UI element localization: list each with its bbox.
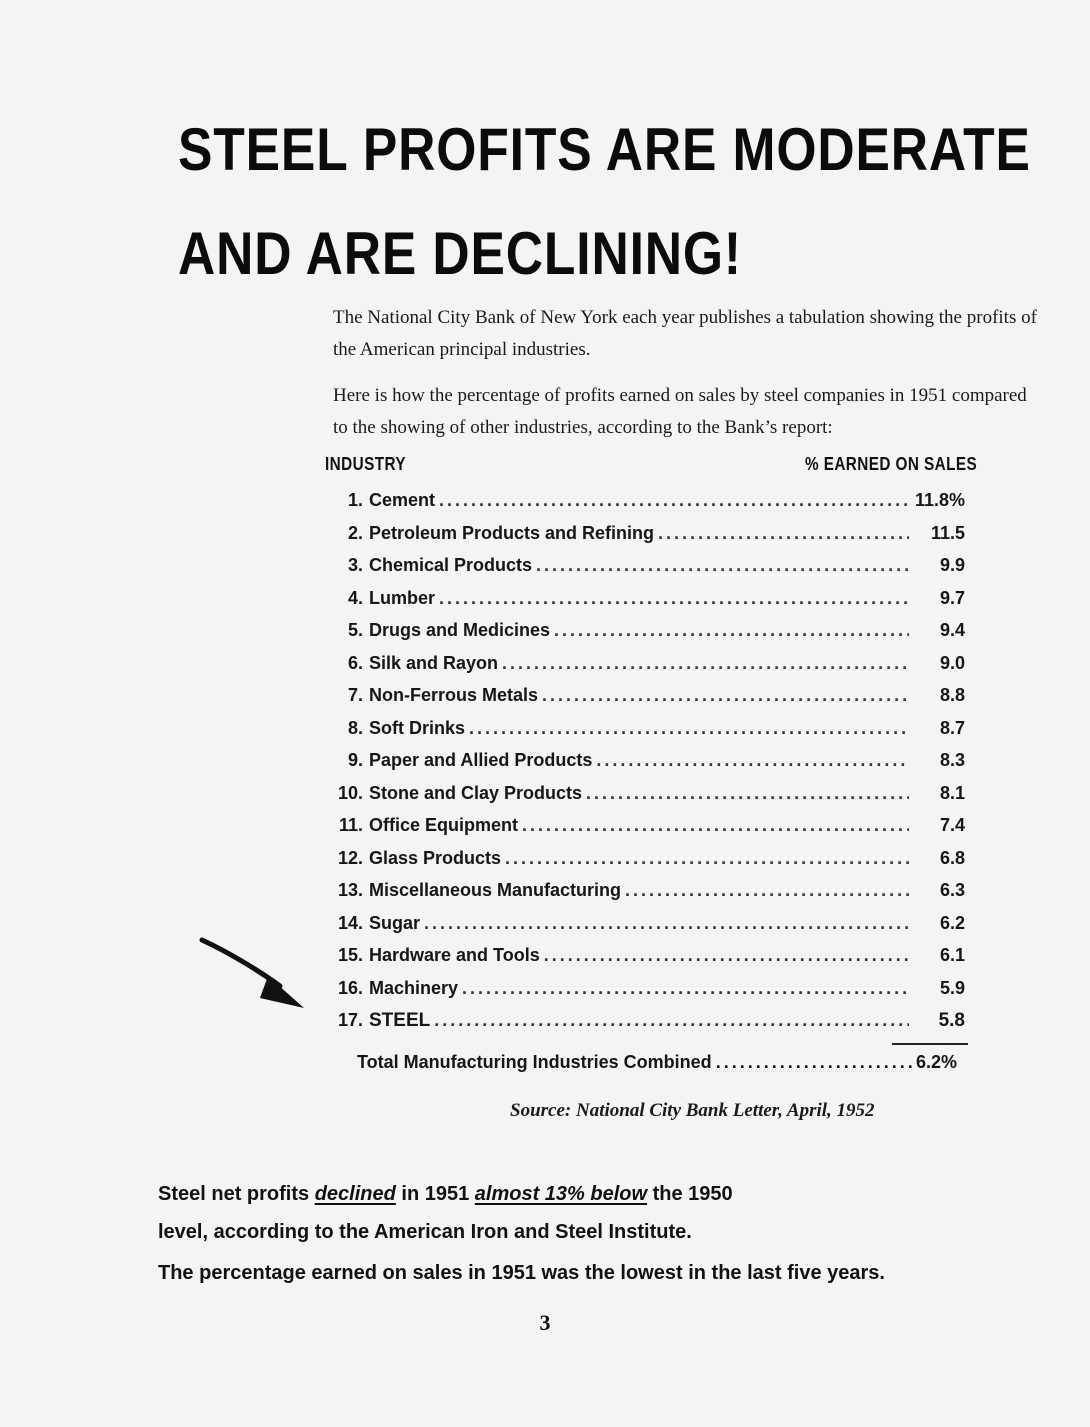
headline-line-1: STEEL PROFITS ARE MODERATE [178,116,1031,183]
dot-leader [424,907,909,939]
dot-leader [625,874,909,906]
row-number: 15. [337,945,363,965]
table-row [325,842,965,874]
table-row [325,939,965,971]
row-number: 3. [347,555,363,575]
dot-leader [554,614,909,646]
percent-value: 8.1 [939,782,965,803]
row-number: 5. [347,620,363,640]
dot-leader [469,712,909,744]
row-number: 8. [347,717,363,738]
dot-leader [586,777,909,809]
percent-value: 6.2 [939,912,965,933]
row-number: 2. [347,522,363,543]
underlined-almost-13-below: almost 13% below [474,1183,648,1205]
row-number: 12. [337,847,363,868]
industry-name: Cement [369,490,436,510]
dot-leader [658,517,909,549]
total-row [357,1046,957,1078]
industry-name: Lumber [369,587,436,608]
dot-leader [434,1004,909,1036]
dot-leader [536,549,909,581]
table-row [325,614,965,646]
industry-name: Soft Drinks [369,717,466,738]
row-number: 9. [347,750,363,770]
percent-value: 8.8 [939,685,965,705]
headline [178,98,1031,306]
percent-value: 5.9 [939,977,965,998]
table-row [325,744,965,776]
column-header-industry: INDUSTRY [325,454,407,474]
table-row [325,874,965,906]
headline-line-2: AND ARE DECLINING! [178,220,742,287]
row-number: 6. [347,652,363,673]
percent-value: 9.9 [939,555,965,575]
table-row [325,712,965,744]
industry-name: STEEL [369,1010,431,1031]
intro-paragraph-1: The National City Bank of New York each year publishes a tabulation showing the profits of the American principal industries. [333,307,1037,360]
percent-value: 11.8% [914,490,965,510]
dot-leader [522,809,909,841]
industry-name: Paper and Allied Products [369,750,593,770]
table-row [325,777,965,809]
underlined-declined: declined [314,1183,396,1205]
industry-name: Chemical Products [369,555,533,575]
total-value: 6.2% [915,1052,957,1072]
footer-line-3: The percentage earned on sales in 1951 was the lowest in the last five years. [158,1262,885,1284]
dot-leader [502,647,909,679]
footer-text: Steel net profits [158,1183,315,1205]
percent-value: 9.7 [939,587,965,608]
arrow-head [260,976,304,1008]
footer-text: the 1950 [647,1183,733,1205]
dot-leader [596,744,909,776]
row-number: 1. [347,490,363,510]
percent-value: 8.7 [939,717,965,738]
table-row [325,582,965,614]
percent-value: 7.4 [939,815,965,835]
dot-leader [439,484,909,516]
source-citation: Source: National City Bank Letter, April, 1952 [510,1100,875,1121]
percent-value: 9.0 [939,652,965,673]
row-number: 14. [337,912,363,933]
dot-leader [716,1046,912,1078]
table-row [325,907,965,939]
industry-name: Petroleum Products and Refining [369,522,655,543]
percent-value: 11.5 [930,522,965,543]
industry-name: Sugar [369,912,421,933]
dot-leader [462,972,909,1004]
industry-name: Miscellaneous Manufacturing [369,880,622,900]
percent-value: 6.3 [939,880,965,900]
industry-name: Hardware and Tools [369,945,540,965]
table-row [325,809,965,841]
table-row [325,549,965,581]
industry-name: Silk and Rayon [369,652,499,673]
industry-name: Machinery [369,977,459,998]
footer-line-2: level, according to the American Iron and Steel Institute. [158,1221,692,1243]
percent-value: 9.4 [939,620,965,640]
percent-value: 5.8 [938,1010,965,1031]
table-row [325,679,965,711]
row-number: 7. [347,685,363,705]
dot-leader [542,679,909,711]
arrow-icon [198,936,310,1016]
row-number: 11. [338,815,363,835]
industry-name: Stone and Clay Products [369,782,583,803]
dot-leader [544,939,909,971]
row-number: 4. [347,587,363,608]
row-number: 17. [337,1010,363,1030]
row-number: 10. [337,782,363,803]
table-row [325,517,965,549]
total-rule [892,1043,968,1045]
percent-value: 8.3 [939,750,965,770]
intro-paragraph-2: Here is how the percentage of profits earned on sales by steel companies in 1951 compared to the showing of other industries, according to the Bank’s report: [333,385,1027,438]
industry-name: Glass Products [369,847,502,868]
footer-text: in 1951 [395,1183,475,1205]
industry-name: Non-Ferrous Metals [369,685,539,705]
dot-leader [439,582,909,614]
footer-line-1 [158,1183,998,1206]
table-row-steel [325,1004,965,1036]
total-label: Total Manufacturing Industries Combined [357,1052,712,1072]
page-number: 3 [539,1310,551,1335]
row-number: 13. [337,880,363,900]
table-row [325,972,965,1004]
column-header-earned-on-sales: % EARNED ON SALES [805,454,978,474]
table-row [325,484,965,516]
percent-value: 6.1 [939,945,965,965]
row-number: 16. [337,977,363,998]
dot-leader [505,842,909,874]
industry-name: Office Equipment [369,815,519,835]
industry-name: Drugs and Medicines [369,620,551,640]
percent-value: 6.8 [939,847,965,868]
table-row [325,647,965,679]
